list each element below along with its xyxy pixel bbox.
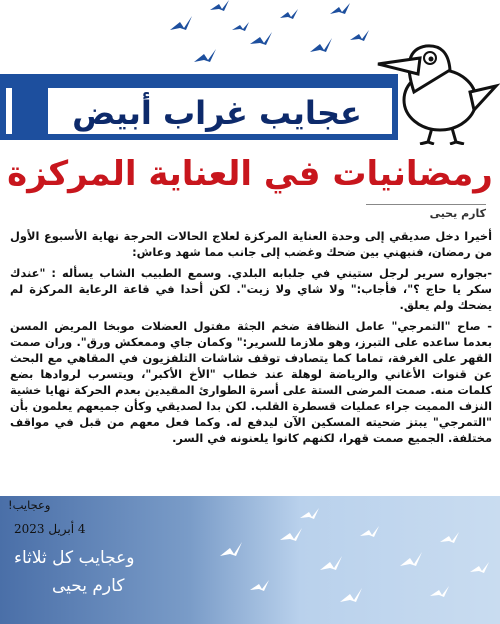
white-crow-icon	[370, 30, 500, 145]
article-headline: رمضانيات في العناية المركزة	[7, 154, 493, 194]
publish-date: 4 أبريل 2023	[14, 522, 86, 536]
title-banner	[0, 74, 398, 140]
article-body	[10, 228, 492, 493]
banner-title: عجايب غراب أبيض	[72, 94, 362, 132]
footer	[0, 496, 500, 624]
closing-line: وعجايب!	[8, 498, 51, 512]
author-name: كارم يحيى	[52, 576, 125, 596]
flying-birds-icon	[190, 506, 500, 624]
byline: كارم يحيى	[366, 204, 486, 222]
masthead	[0, 0, 500, 150]
article-paragraph: -بجواره سرير لرجل ستيني في جلبابه البلدي. وسمع الطبيب الشاب يسأله : "عندك سكر يا حاج ؟"، فأجاب:" ولا شاي ولا زيت". لكن أحدا في قاعة الرعاية المركزة لم يضحك ولم يعلق.	[10, 266, 492, 312]
banner-accent	[12, 88, 48, 138]
article-paragraph: أخيرا دخل صديقي إلى وحدة العناية المركزة لعلاج الحالات الحرجة نهاية الأسبوع الأول من رمضان، فنبهني بين ضحك وغضب إلى جانب مما شهد وعاش:	[10, 229, 492, 259]
flying-birds-icon	[150, 0, 380, 78]
series-note: وعجايب كل ثلاثاء	[14, 548, 135, 568]
article-paragraph: - صاح "التمرجي" عامل النظافة ضخم الجثة مفتول العضلات موبخا المريض المسن بعدما ساعده على التبرز، وهو ملازما للسرير:" وكمان جاي وممعكش ورق". وران صمت القهر على الغرفة، تماما كما يتصادف توقف شاشات التلفزيون في المقاهي مع البحث عن قنوات الأغاني والرياضة لوهلة عند خطاب "الأخ الأكبر"، ويتسرب لروادها بضع كلمات منه. صمت المرضى الستة على أسرة الطوارئ المقيدين بعدم الحركة نهايا خشية النزف المميت جراء عمليات قسطرة القلب. لكن بدا لصديقي وكأن جميعهم يعلمون بأن "التمرجي" يبتز ضحيته المسكين الآن ليدفع له. وكما فعل معهم من قبل في مواقف مختلفة. الجميع صمت قهرا، لكنهم كانوا يلعنونه في السر.	[10, 319, 492, 445]
